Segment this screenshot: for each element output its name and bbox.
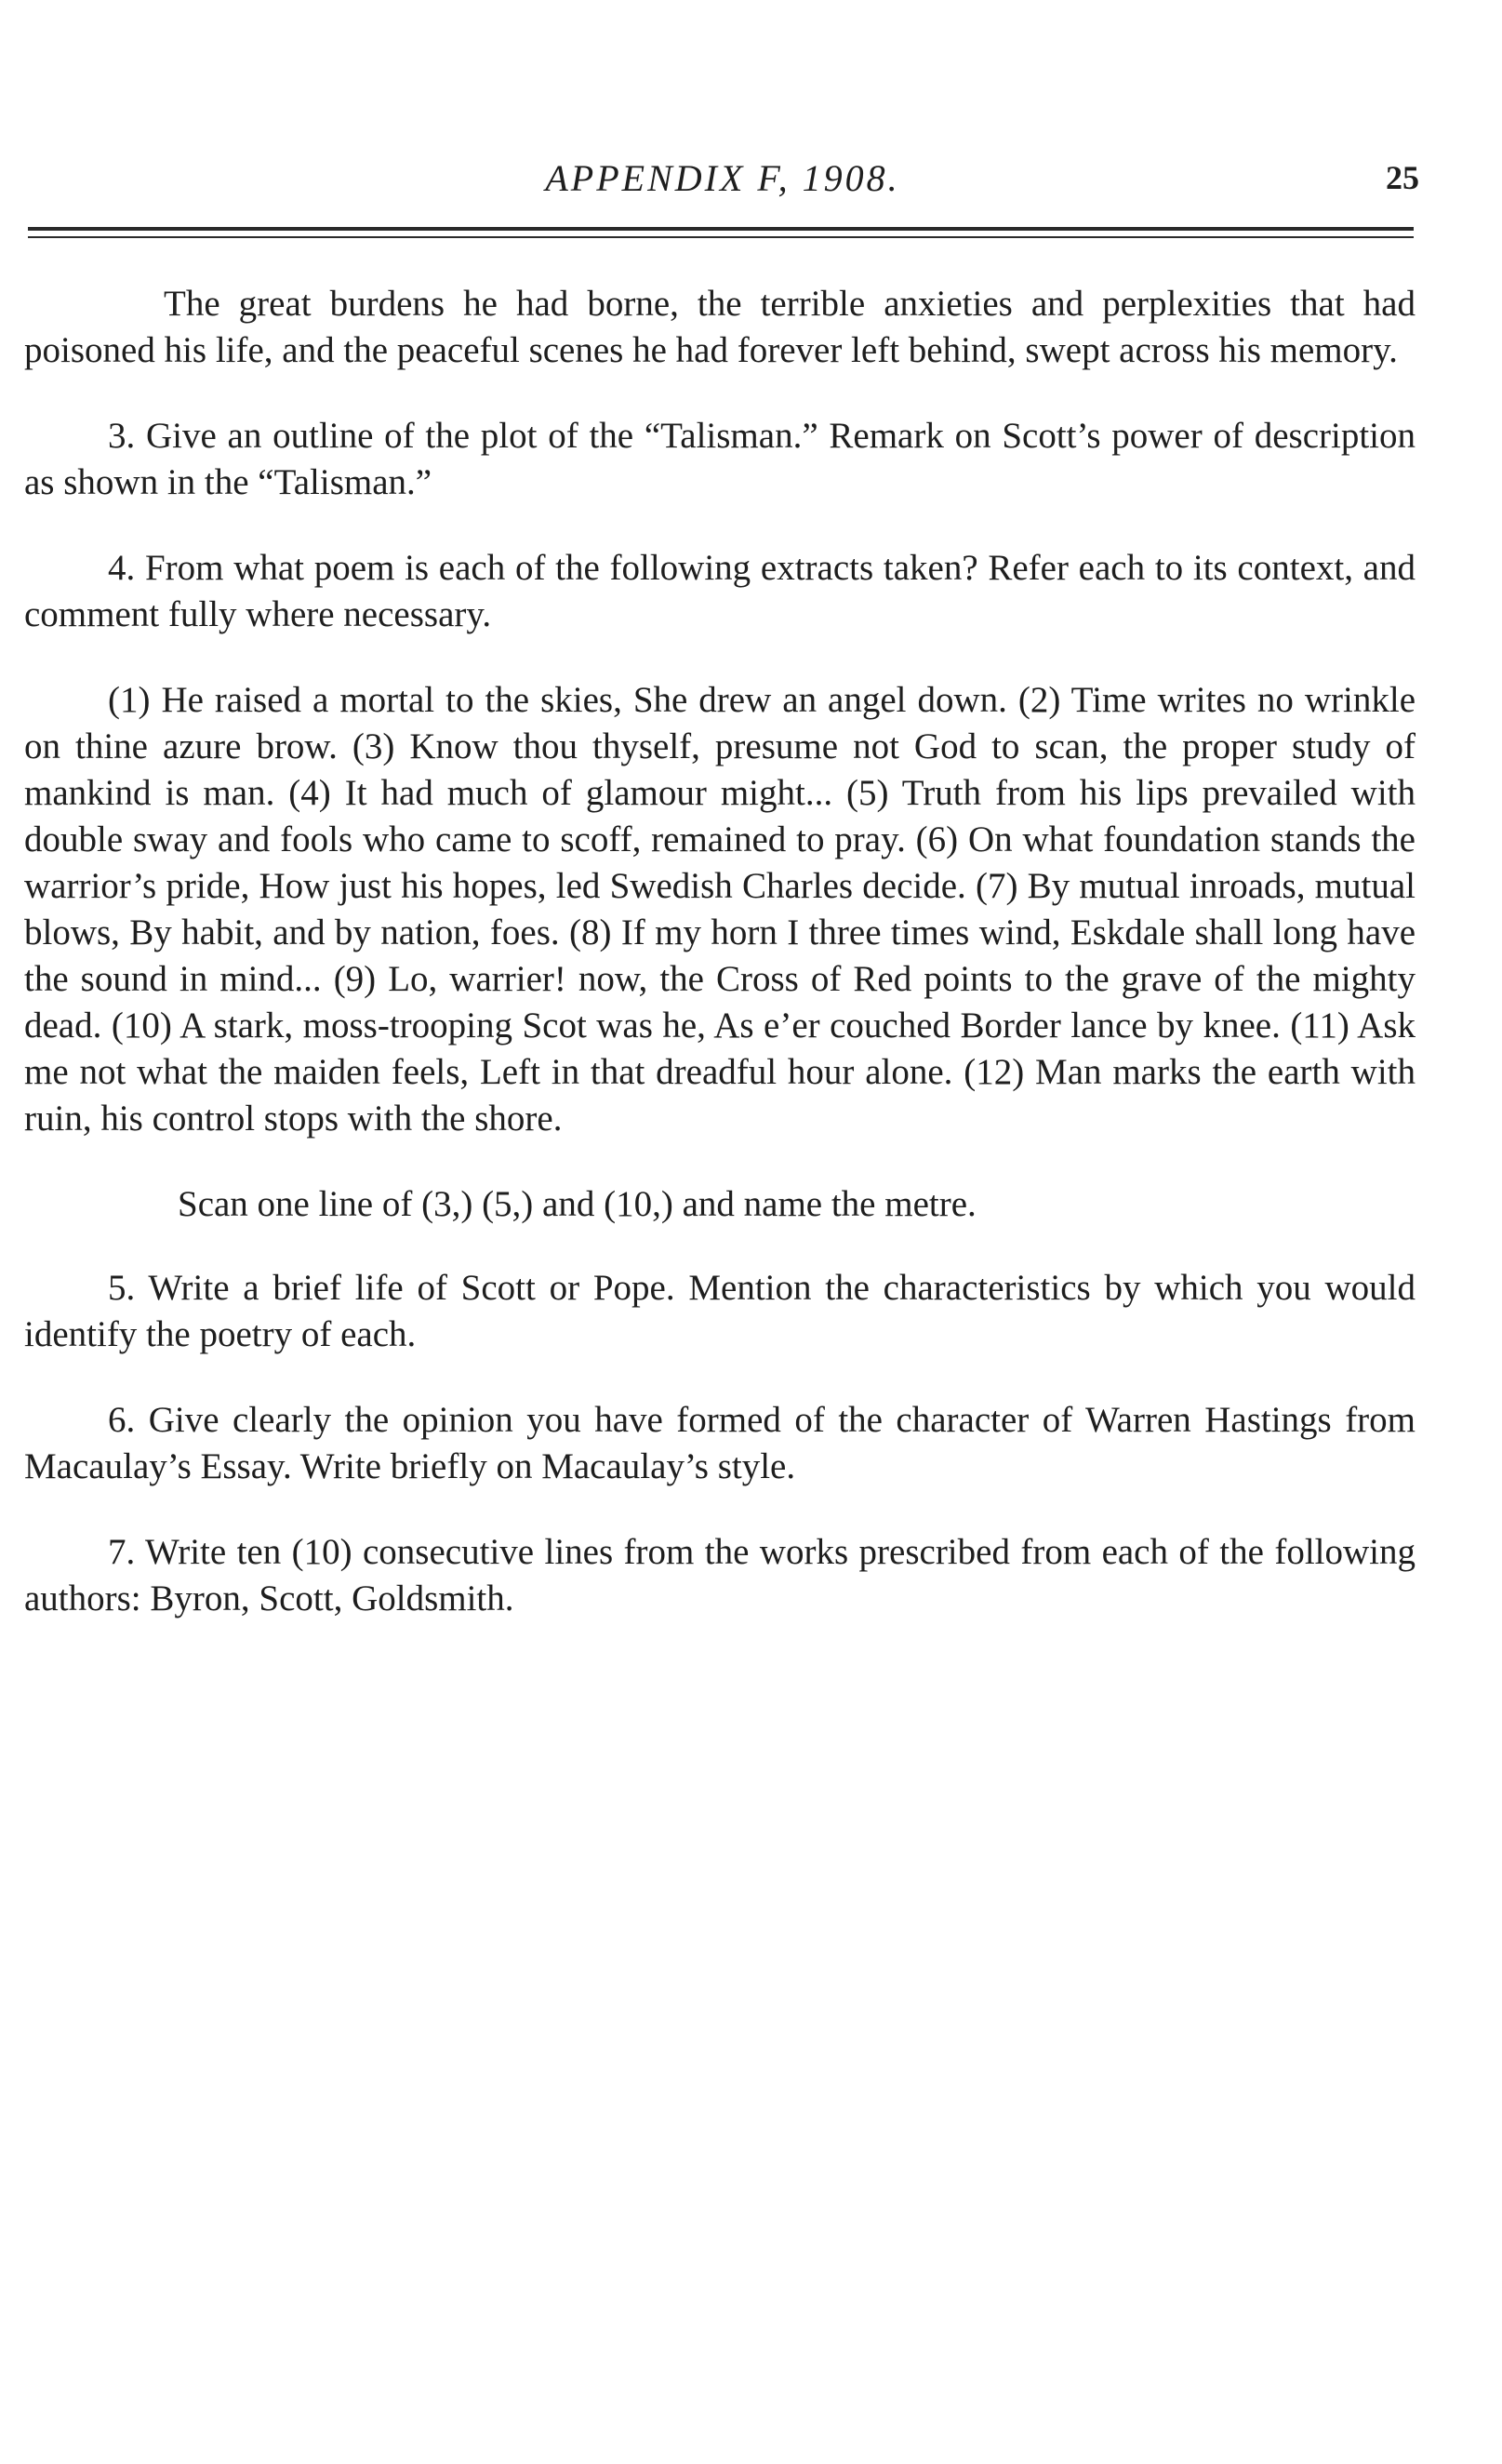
question-5-text: Write a brief life of Scott or Pope. Mention the characteristics by which you would identify the poetry of each. bbox=[24, 1268, 1416, 1354]
page-number: 25 bbox=[1386, 159, 1419, 196]
passage-paragraph: The great burdens he had borne, the terrible anxieties and perplexities that had poisoned his life, and the peaceful scenes he had forever left behind, swept across his memory. bbox=[24, 284, 1416, 370]
question-7-number: 7. bbox=[108, 1532, 136, 1572]
question-4-text: From what poem is each of the following extracts taken? Refer each to its context, and comment fully where necessary. bbox=[24, 548, 1416, 634]
question-3-text: Give an outline of the plot of the “Talisman.” Remark on Scott’s power of description as shown in the “Talisman.” bbox=[24, 416, 1416, 502]
running-title: APPENDIX F, 1908. bbox=[545, 157, 900, 199]
running-head bbox=[26, 156, 1419, 203]
question-3 bbox=[24, 413, 1416, 506]
scan-instruction: Scan one line of (3,) (5,) and (10,) and name the metre. bbox=[178, 1184, 977, 1224]
question-4 bbox=[24, 545, 1416, 638]
question-7 bbox=[24, 1529, 1416, 1622]
question-6 bbox=[24, 1397, 1416, 1490]
question-6-text: Give clearly the opinion you have formed of the character of Warren Hastings from Macaulay’s Essay. Write briefly on Macaulay’s style. bbox=[24, 1400, 1416, 1486]
header-rule-thick bbox=[28, 227, 1414, 231]
body-text bbox=[24, 281, 1416, 1661]
extracts-paragraph: (1) He raised a mortal to the skies, She drew an angel down. (2) Time writes no wrinkle on thine azure brow. (3) Know thou thyself, presume not God to scan, the proper study of mankind is man. (4) It had much of glamour might... (5) Truth from his lips prevailed with double sway and fools who came to scoff, remained to pray. (6) On what foundation stands the warrior’s pride, How just his hopes, led Swedish Charles decide. (7) By mutual inroads, mutual blows, By habit, and by nation, foes. (8) If my horn I three times wind, Eskdale shall long have the sound in mind... (9) Lo, warrier! now, the Cross of Red points to the grave of the mighty dead. (10) A stark, moss-trooping Scot was he, As e’er couched Border lance by knee. (11) Ask me not what the maiden feels, Left in that dreadful hour alone. (12) Man marks the earth with ruin, his control stops with the shore. bbox=[24, 680, 1416, 1139]
question-7-text: Write ten (10) consecutive lines from the works prescribed from each of the following authors: Byron, Scott, Goldsmith. bbox=[24, 1532, 1416, 1618]
question-4-number: 4. bbox=[108, 548, 136, 588]
question-5 bbox=[24, 1265, 1416, 1358]
question-3-number: 3. bbox=[108, 416, 136, 456]
question-5-number: 5. bbox=[108, 1268, 136, 1308]
header-rule-thin bbox=[28, 236, 1414, 238]
question-6-number: 6. bbox=[108, 1400, 136, 1440]
